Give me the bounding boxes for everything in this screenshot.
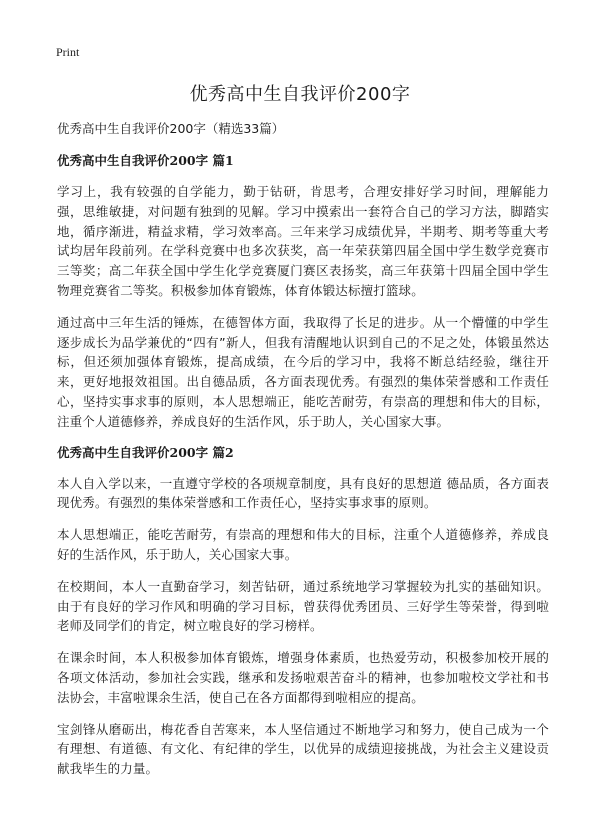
- paragraph: 在课余时间，本人积极参加体育锻炼，增强身体素质，也热爱劳动，积极参加校开展的各项文体活动，参加社会实践，继承和发扬啦艰苦奋斗的精神，也参加啦校文学社和书法协会，丰富啦课余生活，使自己在各方面都得到啦相应的提高。: [57, 650, 549, 705]
- document-body: [57, 120, 549, 791]
- paragraph: 宝剑锋从磨砺出，梅花香自苦寒来，本人坚信通过不断地学习和努力，使自己成为一个有理想、有道德、有文化、有纪律的学生，以优异的成绩迎接挑战，为社会主义建设贡献我毕生的力量。: [57, 721, 549, 777]
- paragraph: 本人思想端正，能吃苦耐劳，有崇高的理想和伟大的目标，注重个人道德修养，养成良好的生活作风，乐于助人，关心国家大事。: [57, 527, 549, 562]
- print-link[interactable]: Print: [56, 45, 80, 59]
- section-heading: 优秀高中生自我评价200字 篇2: [57, 444, 234, 460]
- section-1: [57, 152, 549, 432]
- document-subtitle: 优秀高中生自我评价200字（精选33篇）: [57, 121, 285, 136]
- paragraph: 通过高中三年生活的锤炼，在德智体方面，我取得了长足的进步。从一个懵懂的中学生逐步成长为品学兼优的“四有”新人，但我有清醒地认识到自己的不足之处，体锻虽然达标，但还须加强体育锻炼，提高成绩，在今后的学习中，我将不断总结经验，继往开来，更好地报效祖国。出自德品质，各方面表现优秀。有强烈的集体荣誉感和工作责任心，坚持实事求事的原则，本人思想端正，能吃苦耐劳，有崇高的理想和伟大的目标，注重个人道德修养，养成良好的生活作风，乐于助人，关心国家大事。: [57, 314, 549, 429]
- paragraph: 本人自入学以来，一直遵守学校的各项规章制度，具有良好的思想道 德品质，各方面表现优秀。有强烈的集体荣誉感和工作责任心，坚持实事求事的原则。: [57, 475, 549, 511]
- section-heading: 优秀高中生自我评价200字 篇1: [57, 153, 234, 168]
- section-2: [57, 444, 549, 779]
- page-title: 优秀高中生自我评价200字: [189, 84, 411, 105]
- paragraph: 学习上，我有较强的自学能力，勤于钻研，肯思考，合理安排好学习时间，理解能力强，思维敏捷，对问题有独到的见解。学习中摸索出一套符合自己的学习方法，脚踏实地，循序渐进，精益求精，学习效率高。三年来学习成绩优异，半期考、期考等重大考试均居年段前列。在学科竞赛中也多次获奖，高一年荣获第四届全国中学生数学竞赛市三等奖；高二年获全国中学生化学竞赛厦门赛区表扬奖，高三年获第十四届全国中学生物理竞赛省二等奖。积极参加体育锻炼，体育体锻达标擅打篮球。: [57, 184, 549, 298]
- paragraph: 在校期间，本人一直勤奋学习，刻苦钻研，通过系统地学习掌握较为扎实的基础知识。由于有良好的学习作风和明确的学习目标，曾获得优秀团员、三好学生等荣誉，得到啦老师及同学们的肯定，树立啦良好的学习榜样。: [57, 578, 549, 634]
